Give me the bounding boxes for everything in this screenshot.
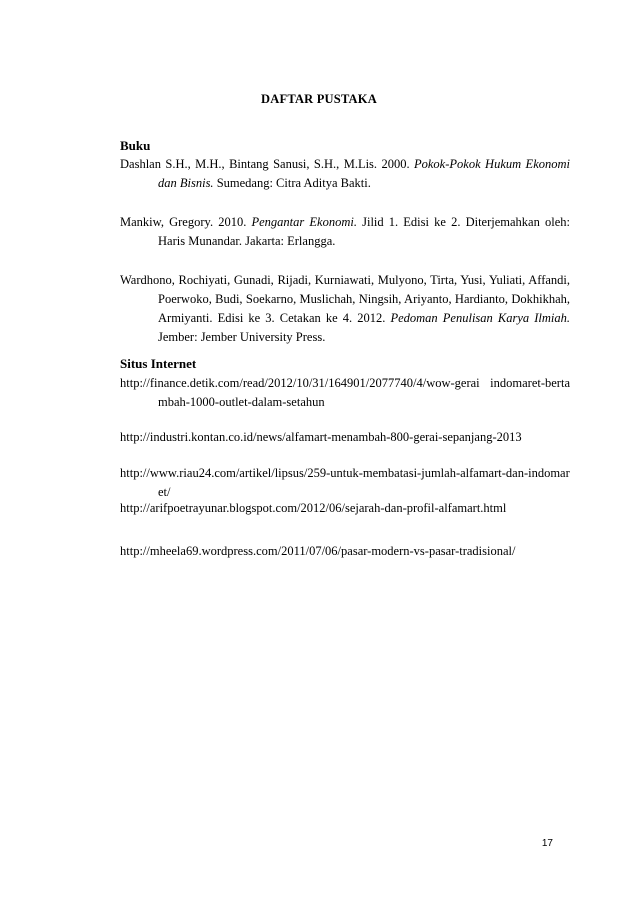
- book-title: Pengantar Ekonomi.: [251, 215, 357, 229]
- book-authors: Wardhono, Rochiyati, Gunadi, Rijadi, Kurniawati, Mulyono, Tirta, Yusi, Yuliati, Affandi, Poerwoko, Budi, Soekarno, Muslichah, Ningsih, Ariyanto, Hardianto, Dokhikhah, Armiyanti. Edisi ke 3. Cetakan ke 4. 2012.: [120, 273, 570, 325]
- page-number: 17: [541, 838, 553, 849]
- web-reference: http://industri.kontan.co.id/news/alfamart-menambah-800-gerai-sepanjang-2013: [120, 430, 522, 444]
- web-reference: http://www.riau24.com/artikel/lipsus/259-untuk-membatasi-jumlah-alfamart-dan-indomaret/: [120, 466, 570, 499]
- page-title: DAFTAR PUSTAKA: [261, 92, 377, 106]
- book-authors: Dashlan S.H., M.H., Bintang Sanusi, S.H., M.Lis. 2000.: [120, 157, 414, 171]
- book-reference: [120, 213, 570, 251]
- book-publisher: Jilid 1. Edisi ke 2. Diterjemahkan oleh: Haris Munandar. Jakarta: Erlangga.: [158, 215, 570, 248]
- book-reference: [120, 155, 570, 193]
- web-reference: http://arifpoetrayunar.blogspot.com/2012/06/sejarah-dan-profil-alfamart.html: [120, 501, 507, 515]
- book-title: Pedoman Penulisan Karya Ilmiah.: [390, 311, 570, 325]
- book-publisher: Sumedang: Citra Aditya Bakti.: [213, 176, 371, 190]
- book-title: Pokok-Pokok Hukum Ekonomi dan Bisnis.: [158, 157, 570, 190]
- web-reference: http://mheela69.wordpress.com/2011/07/06/pasar-modern-vs-pasar-tradisional/: [120, 544, 516, 558]
- book-authors: Mankiw, Gregory. 2010.: [120, 215, 252, 229]
- book-publisher: Jember: Jember University Press.: [158, 330, 326, 344]
- book-reference: [120, 271, 570, 347]
- internet-heading: Situs Internet: [120, 356, 197, 371]
- books-heading: Buku: [120, 138, 151, 153]
- web-reference: http://finance.detik.com/read/2012/10/31/164901/2077740/4/wow-gerai indomaret-bertambah-1000-outlet-dalam-setahun: [120, 376, 570, 409]
